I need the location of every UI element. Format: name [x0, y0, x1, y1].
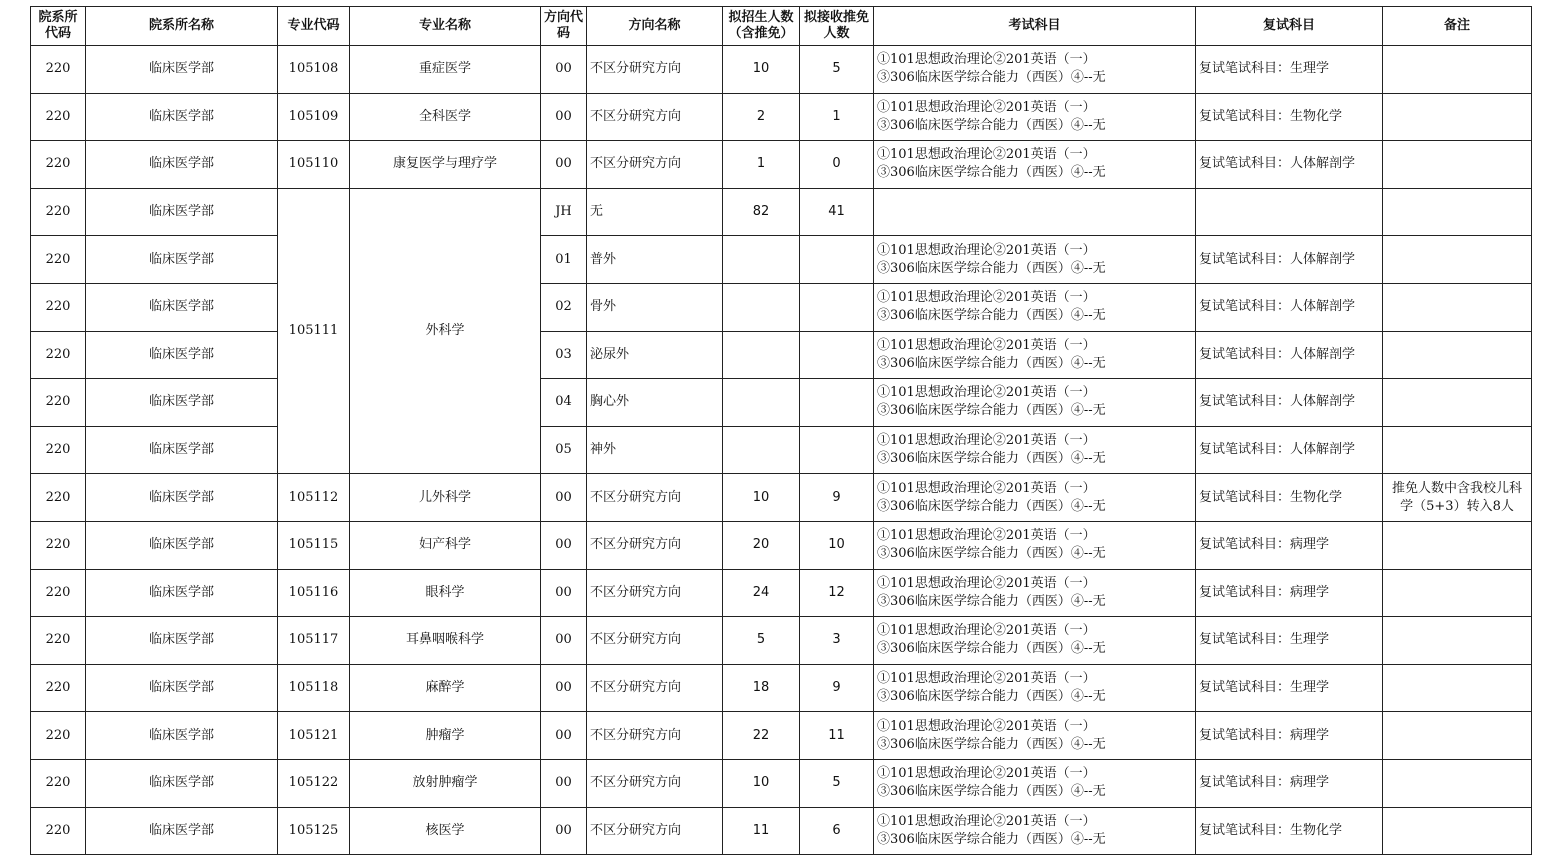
- direction-name-cell: 不区分研究方向: [587, 46, 723, 94]
- header-direction-code: 方向代码: [541, 7, 587, 46]
- direction-code-cell: 00: [541, 521, 587, 569]
- remarks-cell: [1383, 236, 1532, 284]
- header-dept-name: 院系所名称: [86, 7, 278, 46]
- exam-line-1: ①101思想政治理论②201英语（一）: [877, 766, 1096, 782]
- exam-subjects-cell: [874, 331, 1196, 379]
- direction-code-cell: 05: [541, 426, 587, 474]
- major-name-cell: 妇产科学: [350, 521, 541, 569]
- exam-line-1: ①101思想政治理论②201英语（一）: [877, 385, 1096, 401]
- table-row: [31, 283, 1532, 331]
- exam-line-1: ①101思想政治理论②201英语（一）: [877, 433, 1096, 449]
- table-row: [31, 474, 1532, 522]
- dept-code-cell: 220: [31, 331, 86, 379]
- exam-line-1: ①101思想政治理论②201英语（一）: [877, 337, 1096, 353]
- header-direction-name: 方向名称: [587, 7, 723, 46]
- dept-name-cell: 临床医学部: [86, 474, 278, 522]
- remarks-cell: [1383, 283, 1532, 331]
- dept-name-cell: 临床医学部: [86, 46, 278, 94]
- direction-name-cell: 不区分研究方向: [587, 712, 723, 760]
- exam-line-2: ③306临床医学综合能力（西医）④--无: [877, 355, 1106, 371]
- exempt-count-cell: 9: [800, 664, 874, 712]
- planned-enrollment-cell: 22: [723, 712, 800, 760]
- table-row: [31, 236, 1532, 284]
- direction-code-cell: 00: [541, 93, 587, 141]
- dept-code-cell: 220: [31, 474, 86, 522]
- direction-code-cell: 04: [541, 379, 587, 427]
- exam-subjects-cell: [874, 426, 1196, 474]
- dept-code-cell: 220: [31, 807, 86, 855]
- major-code-cell: 105125: [278, 807, 350, 855]
- table-row: [31, 807, 1532, 855]
- direction-name-cell: 泌尿外: [587, 331, 723, 379]
- direction-code-cell: JH: [541, 188, 587, 236]
- exam-subjects-cell: [874, 283, 1196, 331]
- dept-name-cell: 临床医学部: [86, 331, 278, 379]
- direction-name-cell: 骨外: [587, 283, 723, 331]
- remarks-cell: 推免人数中含我校儿科学（5+3）转入8人: [1383, 474, 1532, 522]
- planned-enrollment-cell: [723, 283, 800, 331]
- exam-subjects-cell: [874, 46, 1196, 94]
- exempt-count-cell: [800, 236, 874, 284]
- remarks-cell: [1383, 759, 1532, 807]
- exam-line-1: ①101思想政治理论②201英语（一）: [877, 99, 1096, 115]
- major-name-cell: 外科学: [350, 188, 541, 474]
- retest-subjects-cell: 复试笔试科目：人体解剖学: [1196, 379, 1383, 427]
- dept-code-cell: 220: [31, 141, 86, 189]
- direction-name-cell: 胸心外: [587, 379, 723, 427]
- exam-line-2: ③306临床医学综合能力（西医）④--无: [877, 260, 1106, 276]
- remarks-cell: [1383, 712, 1532, 760]
- table-row: [31, 426, 1532, 474]
- exam-line-1: ①101思想政治理论②201英语（一）: [877, 671, 1096, 687]
- major-code-cell: 105111: [278, 188, 350, 474]
- exam-line-2: ③306临床医学综合能力（西医）④--无: [877, 403, 1106, 419]
- planned-enrollment-cell: 18: [723, 664, 800, 712]
- direction-code-cell: 01: [541, 236, 587, 284]
- planned-enrollment-cell: 11: [723, 807, 800, 855]
- major-code-cell: 105117: [278, 617, 350, 665]
- dept-name-cell: 临床医学部: [86, 379, 278, 427]
- retest-subjects-cell: 复试笔试科目：病理学: [1196, 569, 1383, 617]
- major-code-cell: 105115: [278, 521, 350, 569]
- major-name-cell: 重症医学: [350, 46, 541, 94]
- exam-subjects-cell: [874, 521, 1196, 569]
- direction-name-cell: 不区分研究方向: [587, 474, 723, 522]
- retest-subjects-cell: 复试笔试科目：生理学: [1196, 617, 1383, 665]
- dept-name-cell: 临床医学部: [86, 759, 278, 807]
- table-row: [31, 759, 1532, 807]
- major-code-cell: 105121: [278, 712, 350, 760]
- direction-name-cell: 不区分研究方向: [587, 93, 723, 141]
- direction-code-cell: 00: [541, 664, 587, 712]
- major-code-cell: 105112: [278, 474, 350, 522]
- retest-subjects-cell: 复试笔试科目：生物化学: [1196, 807, 1383, 855]
- planned-enrollment-cell: 5: [723, 617, 800, 665]
- exempt-count-cell: 1: [800, 93, 874, 141]
- major-name-cell: 眼科学: [350, 569, 541, 617]
- header-row: [31, 7, 1532, 46]
- dept-code-cell: 220: [31, 569, 86, 617]
- dept-code-cell: 220: [31, 664, 86, 712]
- exempt-count-cell: 3: [800, 617, 874, 665]
- table-body: [31, 46, 1532, 855]
- direction-name-cell: 不区分研究方向: [587, 617, 723, 665]
- exam-line-2: ③306临床医学综合能力（西医）④--无: [877, 736, 1106, 752]
- major-code-cell: 105108: [278, 46, 350, 94]
- planned-enrollment-cell: 24: [723, 569, 800, 617]
- exempt-count-cell: 5: [800, 759, 874, 807]
- exam-subjects-cell: [874, 474, 1196, 522]
- dept-name-cell: 临床医学部: [86, 569, 278, 617]
- remarks-cell: [1383, 664, 1532, 712]
- retest-subjects-cell: 复试笔试科目：人体解剖学: [1196, 283, 1383, 331]
- direction-name-cell: 不区分研究方向: [587, 759, 723, 807]
- table-row: [31, 379, 1532, 427]
- dept-name-cell: 临床医学部: [86, 188, 278, 236]
- exempt-count-cell: 0: [800, 141, 874, 189]
- table-row: [31, 617, 1532, 665]
- major-name-cell: 耳鼻咽喉科学: [350, 617, 541, 665]
- retest-subjects-cell: 复试笔试科目：病理学: [1196, 521, 1383, 569]
- exam-subjects-cell: [874, 712, 1196, 760]
- retest-subjects-cell: 复试笔试科目：病理学: [1196, 712, 1383, 760]
- retest-subjects-cell: 复试笔试科目：生物化学: [1196, 93, 1383, 141]
- major-code-cell: 105122: [278, 759, 350, 807]
- exam-subjects-cell: [874, 807, 1196, 855]
- header-major-code: 专业代码: [278, 7, 350, 46]
- exam-line-2: ③306临床医学综合能力（西医）④--无: [877, 70, 1106, 86]
- table-row: [31, 521, 1532, 569]
- exam-line-2: ③306临床医学综合能力（西医）④--无: [877, 831, 1106, 847]
- table-row: [31, 664, 1532, 712]
- remarks-cell: [1383, 521, 1532, 569]
- exam-line-2: ③306临床医学综合能力（西医）④--无: [877, 117, 1106, 133]
- exam-subjects-cell: [874, 569, 1196, 617]
- exempt-count-cell: [800, 379, 874, 427]
- direction-code-cell: 00: [541, 807, 587, 855]
- planned-enrollment-cell: 1: [723, 141, 800, 189]
- major-name-cell: 核医学: [350, 807, 541, 855]
- table-row: [31, 331, 1532, 379]
- planned-enrollment-cell: 82: [723, 188, 800, 236]
- retest-subjects-cell: 复试笔试科目：人体解剖学: [1196, 426, 1383, 474]
- major-name-cell: 放射肿瘤学: [350, 759, 541, 807]
- planned-enrollment-cell: 10: [723, 46, 800, 94]
- retest-subjects-cell: 复试笔试科目：生理学: [1196, 664, 1383, 712]
- remarks-cell: [1383, 569, 1532, 617]
- dept-name-cell: 临床医学部: [86, 617, 278, 665]
- dept-code-cell: 220: [31, 712, 86, 760]
- planned-enrollment-cell: [723, 379, 800, 427]
- exam-line-1: ①101思想政治理论②201英语（一）: [877, 528, 1096, 544]
- exam-subjects-cell: [874, 379, 1196, 427]
- remarks-cell: [1383, 331, 1532, 379]
- exam-line-2: ③306临床医学综合能力（西医）④--无: [877, 689, 1106, 705]
- retest-subjects-cell: 复试笔试科目：生物化学: [1196, 474, 1383, 522]
- exam-subjects-cell: [874, 93, 1196, 141]
- exam-line-1: ①101思想政治理论②201英语（一）: [877, 718, 1096, 734]
- exam-line-2: ③306临床医学综合能力（西医）④--无: [877, 641, 1106, 657]
- exam-line-1: ①101思想政治理论②201英语（一）: [877, 623, 1096, 639]
- exam-line-1: ①101思想政治理论②201英语（一）: [877, 813, 1096, 829]
- retest-subjects-cell: 复试笔试科目：人体解剖学: [1196, 141, 1383, 189]
- direction-code-cell: 00: [541, 759, 587, 807]
- direction-code-cell: 00: [541, 474, 587, 522]
- exam-line-2: ③306临床医学综合能力（西医）④--无: [877, 451, 1106, 467]
- exam-line-2: ③306临床医学综合能力（西医）④--无: [877, 498, 1106, 514]
- planned-enrollment-cell: 10: [723, 759, 800, 807]
- planned-enrollment-cell: 2: [723, 93, 800, 141]
- direction-name-cell: 不区分研究方向: [587, 807, 723, 855]
- dept-code-cell: 220: [31, 283, 86, 331]
- exam-line-2: ③306临床医学综合能力（西医）④--无: [877, 308, 1106, 324]
- major-name-cell: 全科医学: [350, 93, 541, 141]
- direction-code-cell: 02: [541, 283, 587, 331]
- dept-name-cell: 临床医学部: [86, 141, 278, 189]
- retest-subjects-cell: [1196, 188, 1383, 236]
- table-row: [31, 188, 1532, 236]
- exam-line-1: ①101思想政治理论②201英语（一）: [877, 147, 1096, 163]
- direction-name-cell: 无: [587, 188, 723, 236]
- table-row: [31, 712, 1532, 760]
- table-row: [31, 569, 1532, 617]
- major-name-cell: 肿瘤学: [350, 712, 541, 760]
- header-exempt-count: 拟接收推免人数: [800, 7, 874, 46]
- dept-code-cell: 220: [31, 93, 86, 141]
- direction-name-cell: 不区分研究方向: [587, 141, 723, 189]
- exempt-count-cell: 6: [800, 807, 874, 855]
- retest-subjects-cell: 复试笔试科目：病理学: [1196, 759, 1383, 807]
- dept-name-cell: 临床医学部: [86, 664, 278, 712]
- header-exam-subjects: 考试科目: [874, 7, 1196, 46]
- direction-name-cell: 神外: [587, 426, 723, 474]
- direction-code-cell: 00: [541, 141, 587, 189]
- dept-code-cell: 220: [31, 379, 86, 427]
- table-row: [31, 141, 1532, 189]
- remarks-cell: [1383, 141, 1532, 189]
- remarks-cell: [1383, 188, 1532, 236]
- exempt-count-cell: 12: [800, 569, 874, 617]
- remarks-cell: [1383, 379, 1532, 427]
- direction-code-cell: 00: [541, 712, 587, 760]
- remarks-cell: [1383, 426, 1532, 474]
- exempt-count-cell: [800, 331, 874, 379]
- direction-name-cell: 不区分研究方向: [587, 664, 723, 712]
- dept-name-cell: 临床医学部: [86, 283, 278, 331]
- major-code-cell: 105116: [278, 569, 350, 617]
- exam-line-1: ①101思想政治理论②201英语（一）: [877, 52, 1096, 68]
- direction-code-cell: 00: [541, 617, 587, 665]
- retest-subjects-cell: 复试笔试科目：人体解剖学: [1196, 331, 1383, 379]
- planned-enrollment-cell: [723, 426, 800, 474]
- header-retest-subjects: 复试科目: [1196, 7, 1383, 46]
- exam-line-2: ③306临床医学综合能力（西医）④--无: [877, 593, 1106, 609]
- dept-code-cell: 220: [31, 46, 86, 94]
- dept-code-cell: 220: [31, 759, 86, 807]
- dept-name-cell: 临床医学部: [86, 236, 278, 284]
- direction-code-cell: 03: [541, 331, 587, 379]
- header-remarks: 备注: [1383, 7, 1532, 46]
- direction-name-cell: 不区分研究方向: [587, 521, 723, 569]
- direction-name-cell: 不区分研究方向: [587, 569, 723, 617]
- table-row: [31, 93, 1532, 141]
- exempt-count-cell: 41: [800, 188, 874, 236]
- admissions-table: [30, 6, 1532, 855]
- major-code-cell: 105109: [278, 93, 350, 141]
- exam-subjects-cell: [874, 617, 1196, 665]
- exam-subjects-cell: [874, 188, 1196, 236]
- exempt-count-cell: 10: [800, 521, 874, 569]
- direction-code-cell: 00: [541, 569, 587, 617]
- dept-code-cell: 220: [31, 426, 86, 474]
- major-code-cell: 105118: [278, 664, 350, 712]
- planned-enrollment-cell: [723, 331, 800, 379]
- exempt-count-cell: 5: [800, 46, 874, 94]
- exam-line-2: ③306临床医学综合能力（西医）④--无: [877, 784, 1106, 800]
- exempt-count-cell: [800, 283, 874, 331]
- major-name-cell: 儿外科学: [350, 474, 541, 522]
- planned-enrollment-cell: 20: [723, 521, 800, 569]
- major-name-cell: 麻醉学: [350, 664, 541, 712]
- dept-name-cell: 临床医学部: [86, 807, 278, 855]
- direction-name-cell: 普外: [587, 236, 723, 284]
- planned-enrollment-cell: 10: [723, 474, 800, 522]
- header-dept-code: 院系所代码: [31, 7, 86, 46]
- major-code-cell: 105110: [278, 141, 350, 189]
- header-planned-enrollment: 拟招生人数（含推免）: [723, 7, 800, 46]
- direction-code-cell: 00: [541, 46, 587, 94]
- remarks-cell: [1383, 617, 1532, 665]
- exam-subjects-cell: [874, 236, 1196, 284]
- planned-enrollment-cell: [723, 236, 800, 284]
- dept-code-cell: 220: [31, 521, 86, 569]
- exam-line-1: ①101思想政治理论②201英语（一）: [877, 575, 1096, 591]
- major-name-cell: 康复医学与理疗学: [350, 141, 541, 189]
- exam-line-2: ③306临床医学综合能力（西医）④--无: [877, 165, 1106, 181]
- exam-line-1: ①101思想政治理论②201英语（一）: [877, 480, 1096, 496]
- header-major-name: 专业名称: [350, 7, 541, 46]
- dept-code-cell: 220: [31, 188, 86, 236]
- remarks-cell: [1383, 93, 1532, 141]
- exam-subjects-cell: [874, 759, 1196, 807]
- exam-line-2: ③306临床医学综合能力（西医）④--无: [877, 546, 1106, 562]
- dept-name-cell: 临床医学部: [86, 712, 278, 760]
- retest-subjects-cell: 复试笔试科目：生理学: [1196, 46, 1383, 94]
- remarks-cell: [1383, 46, 1532, 94]
- remarks-cell: [1383, 807, 1532, 855]
- dept-name-cell: 临床医学部: [86, 93, 278, 141]
- dept-name-cell: 临床医学部: [86, 426, 278, 474]
- dept-code-cell: 220: [31, 617, 86, 665]
- exempt-count-cell: 9: [800, 474, 874, 522]
- table-row: [31, 46, 1532, 94]
- dept-code-cell: 220: [31, 236, 86, 284]
- exam-subjects-cell: [874, 141, 1196, 189]
- dept-name-cell: 临床医学部: [86, 521, 278, 569]
- exam-subjects-cell: [874, 664, 1196, 712]
- exempt-count-cell: [800, 426, 874, 474]
- exam-line-1: ①101思想政治理论②201英语（一）: [877, 290, 1096, 306]
- exam-line-1: ①101思想政治理论②201英语（一）: [877, 242, 1096, 258]
- exempt-count-cell: 11: [800, 712, 874, 760]
- retest-subjects-cell: 复试笔试科目：人体解剖学: [1196, 236, 1383, 284]
